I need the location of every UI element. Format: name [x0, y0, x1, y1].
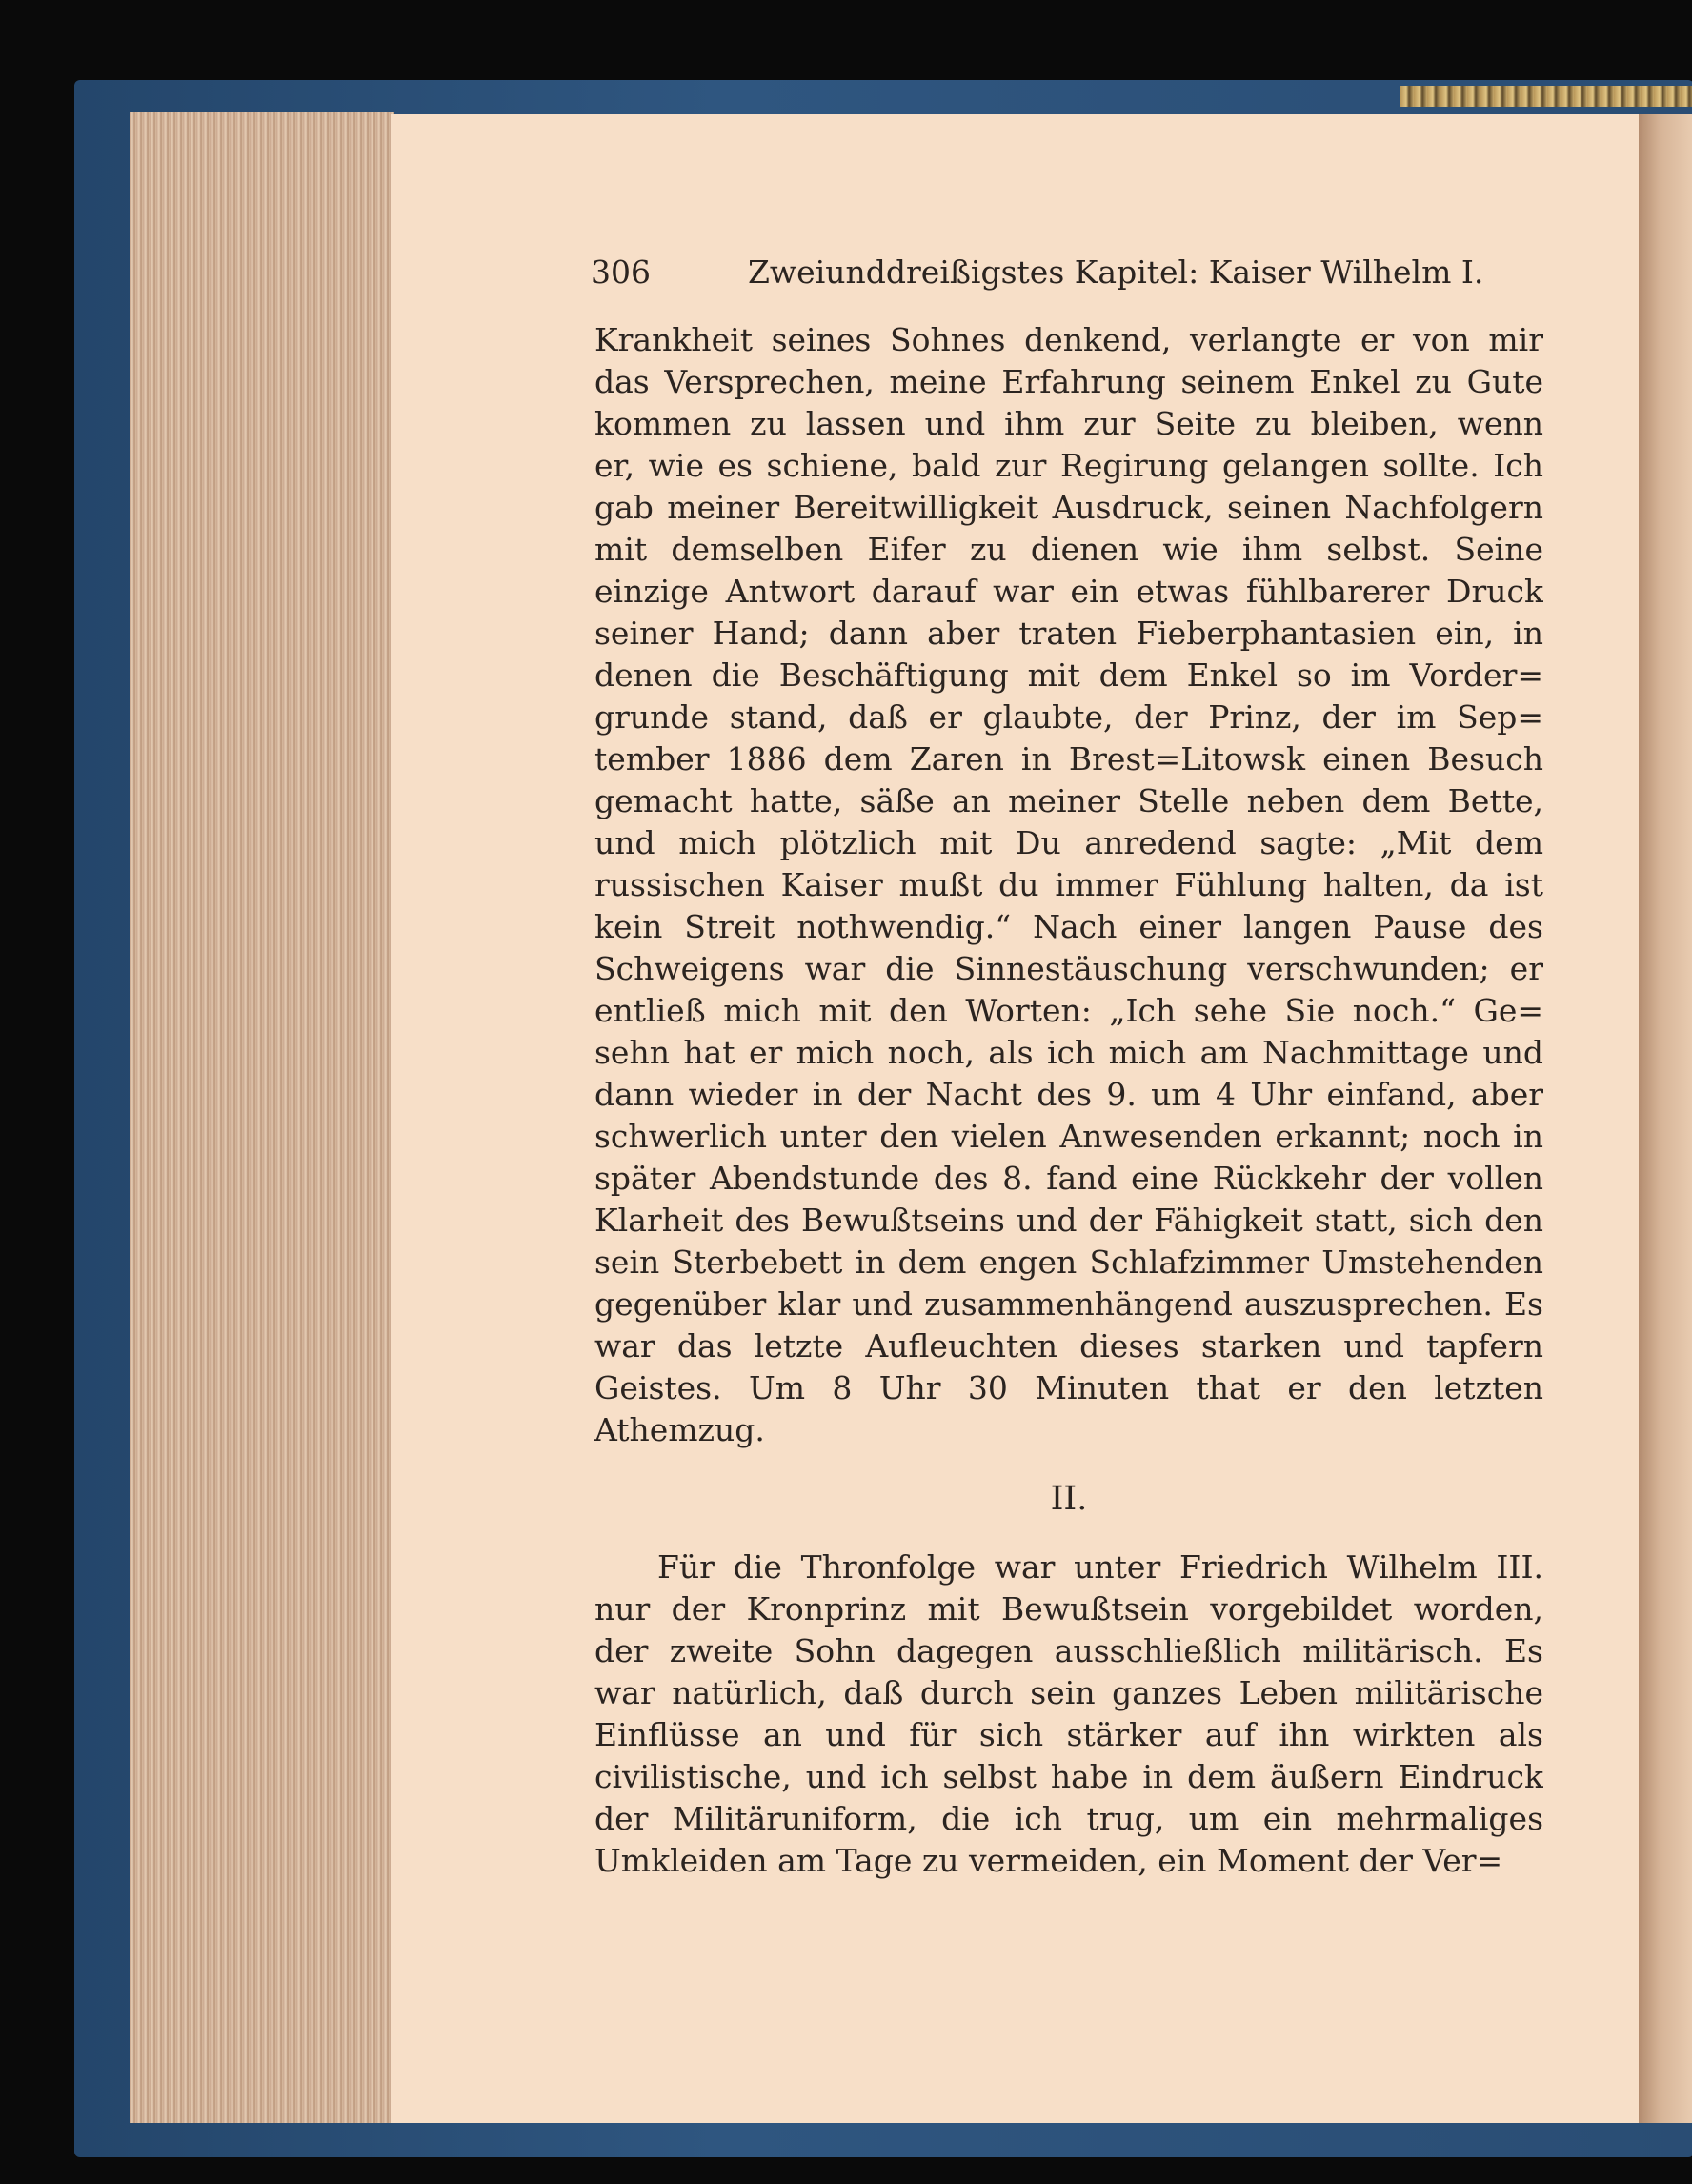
- text-line: Klarheit des Bewußtseins und der Fähigkeit statt, sich den: [594, 1202, 1543, 1239]
- text-line: sehn hat er mich noch, als ich mich am Nachmittage und: [594, 1034, 1543, 1071]
- text-line: kommen zu lassen und ihm zur Seite zu bleiben, wenn: [594, 405, 1543, 442]
- text-line: tember 1886 dem Zaren in Brest=Litowsk einen Besuch: [594, 740, 1543, 778]
- text-line: Einflüsse an und für sich stärker auf ihn wirkten als: [594, 1716, 1543, 1753]
- text-line: nur der Kronprinz mit Bewußtsein vorgebildet worden,: [594, 1590, 1543, 1628]
- text-line: Schweigens war die Sinnestäuschung verschwunden; er: [594, 950, 1543, 987]
- body-text: [594, 319, 1543, 1882]
- page-edges: [130, 112, 394, 2123]
- text-line: später Abendstunde des 8. fand eine Rückkehr der vollen: [594, 1160, 1543, 1197]
- book-headband: [1400, 86, 1692, 107]
- text-line: der Militäruniform, die ich trug, um ein mehrmaliges: [594, 1800, 1543, 1837]
- text-line: er, wie es schiene, bald zur Regirung gelangen sollte. Ich: [594, 447, 1543, 484]
- text-line: gegenüber klar und zusammenhängend auszusprechen. Es: [594, 1285, 1543, 1323]
- text-line: denen die Beschäftigung mit dem Enkel so im Vorder=: [594, 657, 1543, 694]
- paragraph-2: [594, 1547, 1543, 1882]
- text-line: Umkleiden am Tage zu vermeiden, ein Moment der Ver=: [594, 1842, 1503, 1879]
- text-line: und mich plötzlich mit Du anredend sagte: „Mit dem: [594, 824, 1543, 861]
- text-line: mit demselben Eifer zu dienen wie ihm selbst. Seine: [594, 531, 1543, 568]
- page-number: 306: [591, 253, 651, 291]
- text-line: das Versprechen, meine Erfahrung seinem Enkel zu Gute: [594, 363, 1543, 400]
- text-line: dann wieder in der Nacht des 9. um 4 Uhr einfand, aber: [594, 1076, 1543, 1113]
- text-line: seiner Hand; dann aber traten Fieberphantasien ein, in: [594, 615, 1543, 652]
- paragraph-1: [594, 319, 1543, 1451]
- running-head: Zweiunddreißigstes Kapitel: Kaiser Wilhelm I.: [748, 253, 1484, 291]
- text-line: russischen Kaiser mußt du immer Fühlung halten, da ist: [594, 866, 1543, 903]
- page-header: [591, 253, 1484, 301]
- text-line: kein Streit nothwendig.“ Nach einer langen Pause des: [594, 908, 1543, 945]
- text-line: civilistische, und ich selbst habe in dem äußern Eindruck: [594, 1758, 1543, 1795]
- text-line: gab meiner Bereitwilligkeit Ausdruck, seinen Nachfolgern: [594, 489, 1543, 526]
- text-line: Für die Thronfolge war unter Friedrich Wilhelm III.: [657, 1548, 1543, 1586]
- text-line: Geistes. Um 8 Uhr 30 Minuten that er den letzten: [594, 1369, 1543, 1406]
- text-line: grunde stand, daß er glaubte, der Prinz, der im Sep=: [594, 698, 1543, 736]
- text-line: sein Sterbebett in dem engen Schlafzimmer Umstehenden: [594, 1244, 1543, 1281]
- text-line: gemacht hatte, säße an meiner Stelle neben dem Bette,: [594, 782, 1543, 819]
- text-line: entließ mich mit den Worten: „Ich sehe Sie noch.“ Ge=: [594, 992, 1543, 1029]
- text-line: der zweite Sohn dagegen ausschließlich militärisch. Es: [594, 1632, 1543, 1669]
- text-line: Krankheit seines Sohnes denkend, verlangte er von mir: [594, 321, 1543, 358]
- text-line: Athemzug.: [594, 1411, 765, 1448]
- text-line: war das letzte Aufleuchten dieses starken und tapfern: [594, 1327, 1543, 1365]
- text-line: schwerlich unter den vielen Anwesenden erkannt; noch in: [594, 1118, 1543, 1155]
- facing-page-edge: [1639, 114, 1692, 2123]
- section-number: II.: [1050, 1480, 1088, 1518]
- text-line: einzige Antwort darauf war ein etwas fühlbarerer Druck: [594, 573, 1543, 610]
- text-line: war natürlich, daß durch sein ganzes Leben militärische: [594, 1674, 1543, 1711]
